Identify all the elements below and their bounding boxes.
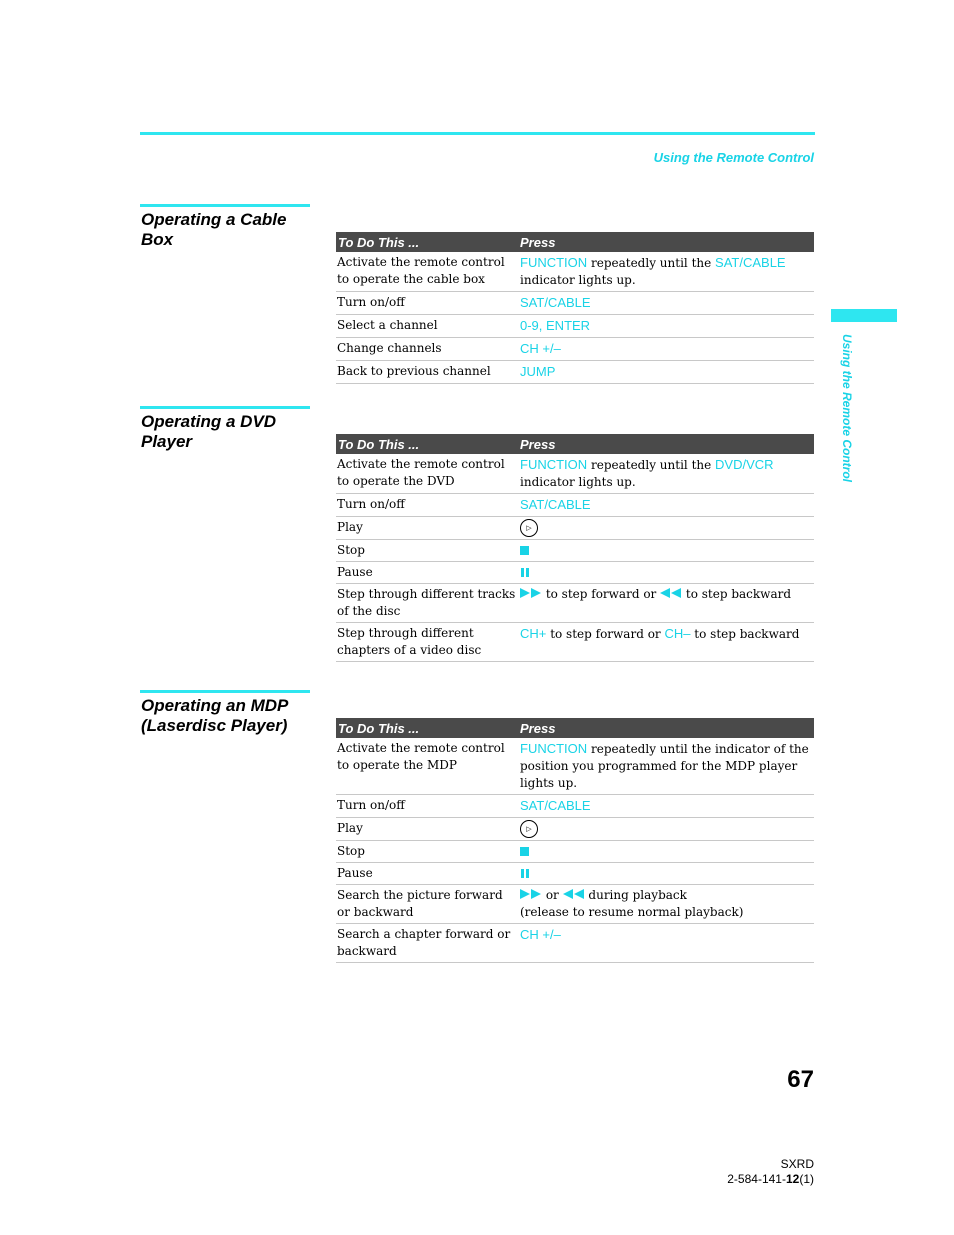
press-text: indicator lights up.	[520, 475, 636, 489]
action-cell: Play	[336, 517, 518, 540]
press-cell	[518, 885, 814, 924]
press-text: repeatedly until the indicator of the position you programmed for the MDP player lights up.	[520, 742, 809, 790]
action-cell: Play	[336, 818, 518, 841]
press-cell	[518, 361, 814, 384]
table-row	[336, 517, 814, 540]
button-name: DVD/VCR	[715, 457, 774, 472]
section-rule	[140, 204, 310, 207]
table-row	[336, 885, 814, 924]
action-cell: Search the picture forward or backward	[336, 885, 518, 924]
button-name: FUNCTION	[520, 255, 588, 270]
button-name: JUMP	[520, 364, 556, 379]
button-name: SAT/CABLE	[520, 295, 591, 310]
section-title: Operating an MDP (Laserdisc Player)	[141, 696, 288, 735]
button-name: CH +/–	[520, 927, 561, 942]
footer-model: SXRD	[780, 1157, 814, 1171]
press-text: indicator lights up.	[520, 273, 636, 287]
action-cell: Turn on/off	[336, 795, 518, 818]
dvd-player-table	[336, 434, 814, 662]
rewind-icon	[660, 586, 682, 603]
press-cell	[518, 494, 814, 517]
play-icon: ▷	[520, 820, 538, 838]
action-cell: Turn on/off	[336, 292, 518, 315]
top-rule	[140, 132, 815, 135]
action-cell: Pause	[336, 562, 518, 584]
running-head: Using the Remote Control	[653, 150, 814, 165]
pause-icon	[520, 869, 530, 878]
stop-icon	[520, 546, 529, 555]
press-text: repeatedly until the	[587, 458, 716, 472]
table-row	[336, 494, 814, 517]
cable-box-table	[336, 232, 814, 384]
section-title: Operating a DVD Player	[141, 412, 277, 451]
press-text: or	[542, 888, 563, 902]
press-cell	[518, 252, 814, 292]
action-cell: Activate the remote control to operate the cable box	[336, 252, 518, 292]
press-cell	[518, 795, 814, 818]
press-cell	[518, 540, 814, 562]
col-header-press: Press	[518, 232, 814, 252]
action-cell: Activate the remote control to operate the MDP	[336, 738, 518, 795]
table-row	[336, 623, 814, 662]
press-cell	[518, 738, 814, 795]
table-row	[336, 584, 814, 623]
section-rule	[140, 690, 310, 693]
press-cell	[518, 863, 814, 885]
table-row	[336, 795, 814, 818]
col-header-action: To Do This ...	[336, 434, 518, 454]
press-text: to step forward or	[546, 627, 665, 641]
press-cell	[518, 315, 814, 338]
action-cell: Change channels	[336, 338, 518, 361]
side-tab	[831, 309, 897, 322]
action-cell: Activate the remote control to operate the DVD	[336, 454, 518, 494]
press-text: repeatedly until the	[587, 256, 716, 270]
press-cell	[518, 517, 814, 540]
button-name: FUNCTION	[520, 457, 588, 472]
col-header-press: Press	[518, 718, 814, 738]
press-cell	[518, 623, 814, 662]
rewind-icon	[563, 887, 585, 904]
press-cell	[518, 338, 814, 361]
press-text: to step forward or	[542, 587, 661, 601]
col-header-action: To Do This ...	[336, 232, 518, 252]
action-cell: Step through different chapters of a video disc	[336, 623, 518, 662]
button-name: CH+	[520, 626, 547, 641]
button-name: FUNCTION	[520, 741, 588, 756]
action-cell: Pause	[336, 863, 518, 885]
press-cell	[518, 454, 814, 494]
table-row	[336, 252, 814, 292]
action-cell: Step through different tracks of the disc	[336, 584, 518, 623]
press-text: during playback	[584, 888, 687, 902]
button-name: SAT/CABLE	[715, 255, 786, 270]
action-cell: Stop	[336, 841, 518, 863]
press-cell	[518, 841, 814, 863]
action-cell: Back to previous channel	[336, 361, 518, 384]
stop-icon	[520, 847, 529, 856]
footer-code: 2-584-141-12(1)	[727, 1172, 814, 1186]
button-name: CH–	[664, 626, 691, 641]
footer	[727, 1157, 814, 1187]
table-row	[336, 361, 814, 384]
press-text: to step backward	[682, 587, 792, 601]
press-cell	[518, 924, 814, 963]
button-name: SAT/CABLE	[520, 798, 591, 813]
press-cell	[518, 584, 814, 623]
table-row	[336, 924, 814, 963]
table-row	[336, 540, 814, 562]
table-row	[336, 818, 814, 841]
fast-forward-icon	[520, 586, 542, 603]
table-row	[336, 315, 814, 338]
fast-forward-icon	[520, 887, 542, 904]
action-cell: Turn on/off	[336, 494, 518, 517]
page-number: 67	[787, 1066, 814, 1093]
action-cell: Select a channel	[336, 315, 518, 338]
press-cell	[518, 292, 814, 315]
table-row	[336, 562, 814, 584]
action-cell: Search a chapter forward or backward	[336, 924, 518, 963]
table-row	[336, 841, 814, 863]
press-cell	[518, 818, 814, 841]
button-name: 0-9, ENTER	[520, 318, 591, 333]
mdp-player-table	[336, 718, 814, 963]
press-text: to step backward	[690, 627, 800, 641]
col-header-action: To Do This ...	[336, 718, 518, 738]
side-label: Using the Remote Control	[840, 334, 854, 483]
table-row	[336, 454, 814, 494]
button-name: SAT/CABLE	[520, 497, 591, 512]
table-row	[336, 738, 814, 795]
table-row	[336, 292, 814, 315]
press-cell	[518, 562, 814, 584]
section-title: Operating a Cable Box	[141, 210, 287, 249]
play-icon: ▷	[520, 519, 538, 537]
pause-icon	[520, 568, 530, 577]
table-row	[336, 863, 814, 885]
press-text: (release to resume normal playback)	[520, 905, 744, 919]
section-rule	[140, 406, 310, 409]
table-row	[336, 338, 814, 361]
col-header-press: Press	[518, 434, 814, 454]
button-name: CH +/–	[520, 341, 561, 356]
action-cell: Stop	[336, 540, 518, 562]
